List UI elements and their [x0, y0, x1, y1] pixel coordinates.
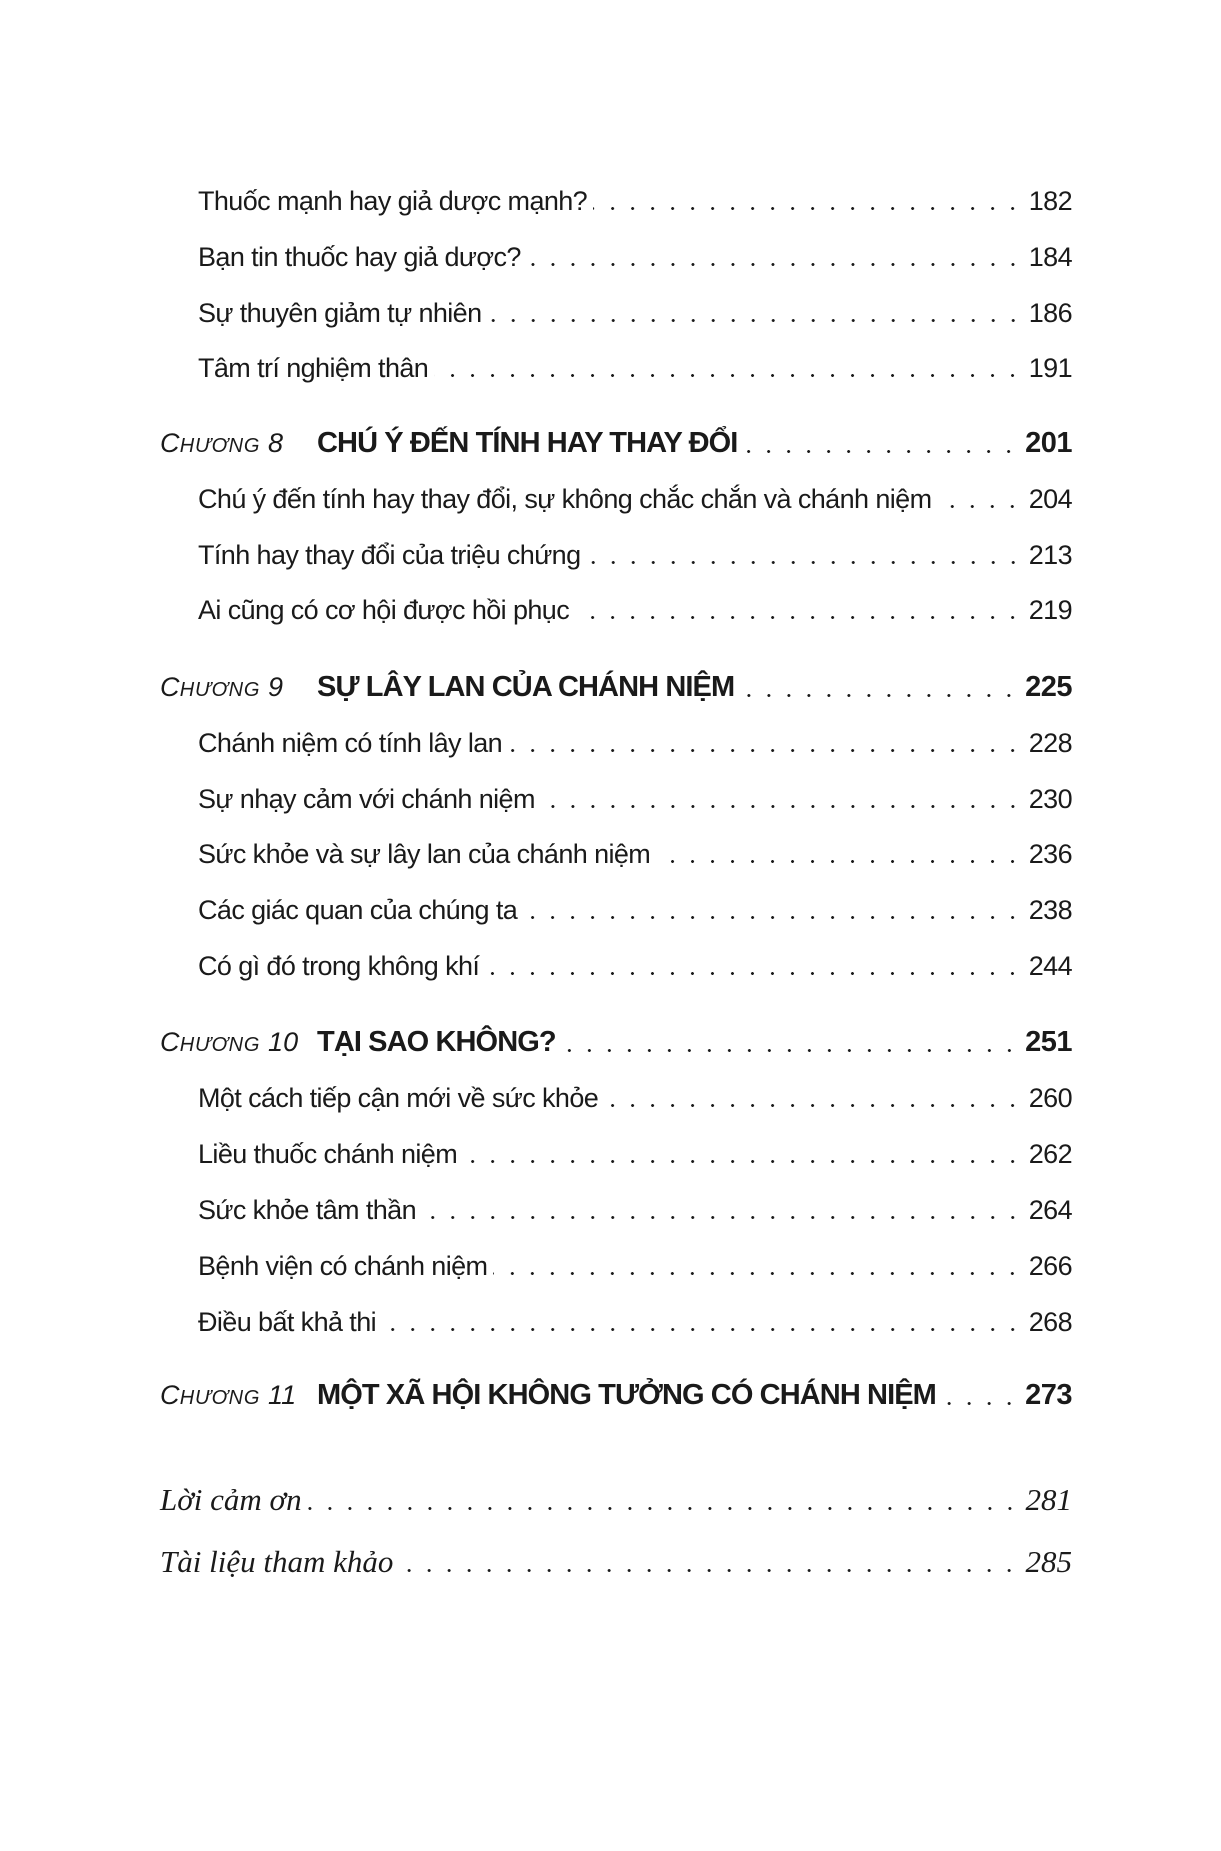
toc-entry-title: Thuốc mạnh hay giả dược mạnh? [198, 186, 588, 216]
toc-entry-page: 219 [1028, 595, 1072, 625]
dot-leader [308, 1481, 1020, 1519]
chapter-title: CHÚ Ý ĐẾN TÍNH HAY THAY ĐỔI [317, 427, 738, 459]
dot-leader [422, 1193, 1023, 1227]
toc-entry[interactable] [198, 593, 1072, 627]
toc-entry-page: 260 [1028, 1083, 1072, 1113]
dot-leader [942, 1376, 1019, 1414]
toc-entry[interactable] [198, 837, 1072, 871]
toc-entry-title: Lời cảm ơn [160, 1482, 302, 1517]
toc-entry-page: 264 [1028, 1195, 1072, 1225]
dot-leader [485, 949, 1022, 983]
dot-leader [740, 668, 1019, 706]
toc-entry[interactable] [198, 1193, 1072, 1227]
dot-leader [937, 482, 1022, 516]
chapter-label: CHƯƠNG 8 [160, 428, 284, 458]
dot-leader [488, 296, 1023, 330]
toc-entry-page: 228 [1028, 728, 1072, 758]
toc-entry-title: Chú ý đến tính hay thay đổi, sự không chắc chắn và chánh niệm [198, 484, 932, 514]
dot-leader [575, 593, 1023, 627]
toc-entry[interactable] [198, 893, 1072, 927]
toc-entry-title: Sức khỏe và sự lây lan của chánh niệm [198, 839, 651, 869]
dot-leader [587, 538, 1023, 572]
toc-entry[interactable] [198, 240, 1072, 274]
dot-leader [399, 1543, 1019, 1581]
dot-leader [593, 184, 1023, 218]
toc-chapter-10[interactable] [160, 1023, 1072, 1061]
toc-entry-page: 262 [1028, 1139, 1072, 1169]
toc-entry-title: Chánh niệm có tính lây lan [198, 728, 503, 758]
toc-entry-page: 182 [1028, 186, 1072, 216]
dot-leader [434, 351, 1023, 385]
dot-leader [508, 726, 1023, 760]
dot-leader [463, 1137, 1023, 1171]
dot-leader [382, 1305, 1023, 1339]
dot-leader [523, 893, 1023, 927]
toc-entry-title: Sự nhạy cảm với chánh niệm [198, 784, 535, 814]
toc-entry-title: Ai cũng có cơ hội được hồi phục [198, 595, 570, 625]
toc-chapter-8[interactable] [160, 424, 1072, 462]
dot-leader [493, 1249, 1022, 1283]
toc-entry[interactable] [198, 1137, 1072, 1171]
toc-entry[interactable] [198, 726, 1072, 760]
dot-leader [656, 837, 1023, 871]
chapter-page: 273 [1025, 1379, 1072, 1411]
toc-entry-page: 186 [1028, 298, 1072, 328]
toc-entry-page: 238 [1028, 895, 1072, 925]
toc-entry-title: Bạn tin thuốc hay giả dược? [198, 242, 521, 272]
toc-entry-page: 213 [1028, 540, 1072, 570]
chapter-title: TẠI SAO KHÔNG? [317, 1026, 556, 1058]
toc-acknowledgements[interactable] [160, 1481, 1072, 1519]
toc-entry-title: Tính hay thay đổi của triệu chứng [198, 540, 581, 570]
toc-entry-title: Các giác quan của chúng ta [198, 895, 518, 925]
chapter-label: CHƯƠNG 9 [160, 672, 284, 702]
toc-entry[interactable] [198, 1081, 1072, 1115]
dot-leader [604, 1081, 1023, 1115]
toc-entry-page: 236 [1028, 839, 1072, 869]
toc-entry-title: Một cách tiếp cận mới về sức khỏe [198, 1083, 599, 1113]
toc-entry-page: 244 [1028, 951, 1072, 981]
toc-entry[interactable] [198, 296, 1072, 330]
chapter-page: 251 [1025, 1026, 1072, 1058]
dot-leader [743, 424, 1019, 462]
toc-entry-title: Bệnh viện có chánh niệm [198, 1251, 488, 1281]
dot-leader [562, 1023, 1019, 1061]
toc-entry[interactable] [198, 482, 1072, 516]
chapter-title: SỰ LÂY LAN CỦA CHÁNH NIỆM [317, 671, 735, 703]
toc-entry[interactable] [198, 1305, 1072, 1339]
toc-entry[interactable] [198, 538, 1072, 572]
toc-entry-page: 204 [1028, 484, 1072, 514]
toc-entry-page: 285 [1025, 1544, 1072, 1579]
toc-entry-title: Sự thuyên giảm tự nhiên [198, 298, 482, 328]
toc-entry-page: 266 [1028, 1251, 1072, 1281]
toc-entry-page: 230 [1028, 784, 1072, 814]
dot-leader [527, 240, 1023, 274]
toc-entry[interactable] [198, 1249, 1072, 1283]
dot-leader [541, 782, 1023, 816]
toc-entry-title: Điều bất khả thi [198, 1307, 377, 1337]
toc-entry-title: Sức khỏe tâm thần [198, 1195, 416, 1225]
toc-references[interactable] [160, 1543, 1072, 1581]
chapter-label: CHƯƠNG 10 [160, 1027, 299, 1057]
toc-entry[interactable] [198, 184, 1072, 218]
toc-chapter-9[interactable] [160, 668, 1072, 706]
toc-entry-page: 281 [1025, 1482, 1072, 1517]
chapter-title: MỘT XÃ HỘI KHÔNG TƯỞNG CÓ CHÁNH NIỆM [317, 1379, 936, 1411]
toc-entry-page: 191 [1028, 353, 1072, 383]
toc-entry-title: Tâm trí nghiệm thân [198, 353, 429, 383]
toc-entry-page: 268 [1028, 1307, 1072, 1337]
toc-entry-title: Tài liệu tham khảo [160, 1544, 394, 1579]
chapter-label: CHƯƠNG 11 [160, 1380, 297, 1410]
chapter-page: 201 [1025, 427, 1072, 459]
toc-entry[interactable] [198, 949, 1072, 983]
toc-entry-page: 184 [1028, 242, 1072, 272]
toc-entry-title: Có gì đó trong không khí [198, 951, 480, 981]
toc-entry-title: Liều thuốc chánh niệm [198, 1139, 458, 1169]
toc-entry[interactable] [198, 782, 1072, 816]
toc-entry[interactable] [198, 351, 1072, 385]
toc-chapter-11[interactable] [160, 1376, 1072, 1414]
chapter-page: 225 [1025, 671, 1072, 703]
